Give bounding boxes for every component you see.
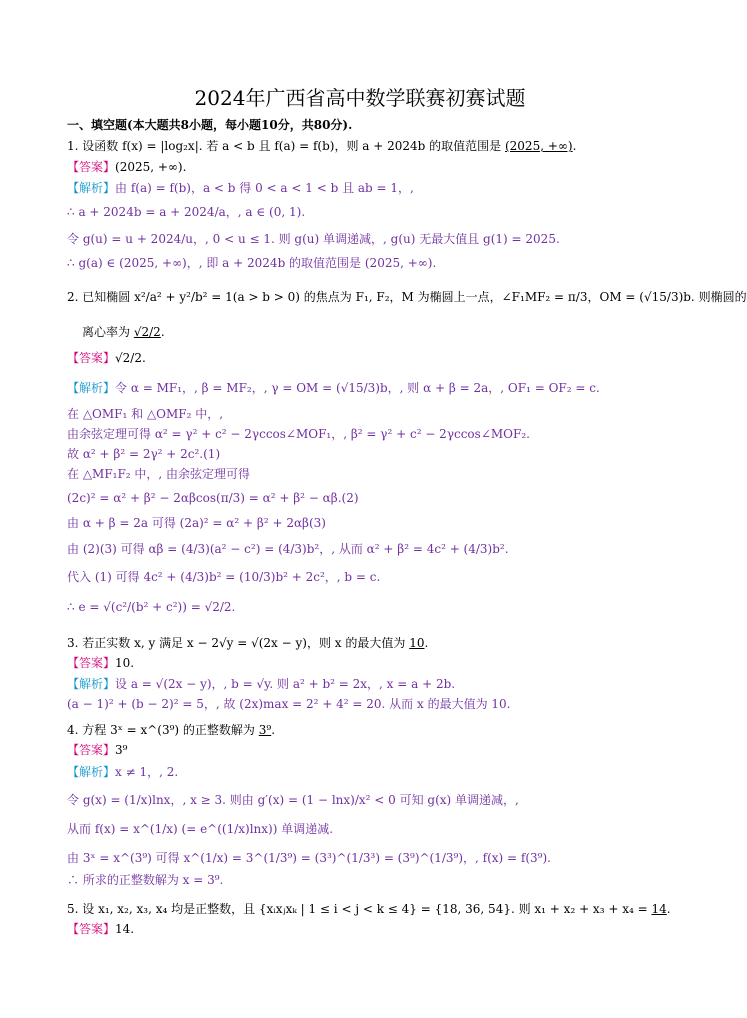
problem-4-answer — [67, 743, 657, 759]
answer-tag: 【答案】 — [67, 351, 116, 365]
problem-4-statement: 4. 方程 3ˣ = x^(3⁹) 的正整数解为 3⁹. — [67, 723, 276, 737]
problem-1-answer — [67, 160, 657, 176]
solution-line: ∴ 所求的正整数解为 x = 3⁹. — [67, 873, 224, 887]
problem-3-analysis — [67, 677, 657, 693]
answer-blank: 3⁹ — [258, 723, 272, 737]
answer-value: 10. — [115, 656, 135, 670]
problem-text: 1. 设函数 f(x) = |log₂x|. 若 a < b 且 f(a) = f(b)，则 a + 2024b 的取值范围是 — [67, 139, 502, 153]
answer-blank: 10 — [409, 636, 425, 650]
answer-value: (2025, +∞). — [115, 160, 187, 174]
problem-3-statement: 3. 若正实数 x, y 满足 x − 2√y = √(2x − y)，则 x 的最大值为 10. — [67, 636, 429, 650]
answer-value: 14. — [115, 922, 135, 936]
problem-text: 3. 若正实数 x, y 满足 x − 2√y = √(2x − y)，则 x 的最大值为 — [67, 636, 406, 650]
problem-1-analysis — [67, 181, 657, 197]
answer-tag: 【答案】 — [67, 743, 116, 757]
section-heading: 一、填空题(本大题共8小题，每小题10分，共80分). — [67, 118, 353, 132]
solution-line: 令 g(u) = u + 2024/u，, 0 < u ≤ 1. 则 g(u) 单调递减，, g(u) 无最大值且 g(1) = 2025. — [67, 232, 560, 246]
solution-line: ∴ g(a) ∈ (2025, +∞)，, 即 a + 2024b 的取值范围是 (2025, +∞). — [67, 256, 437, 270]
problem-2-answer — [67, 351, 657, 367]
analysis-tag: 【解析】 — [67, 765, 116, 779]
problem-3-answer — [67, 656, 657, 672]
analysis-text: 由 f(a) = f(b)，a < b 得 0 < a < 1 < b 且 ab = 1，, — [115, 181, 414, 195]
solution-line: 在 △MF₁F₂ 中，, 由余弦定理可得 — [67, 467, 251, 481]
solution-line: (2c)² = α² + β² − 2αβcos(π/3) = α² + β² − αβ.(2) — [67, 491, 359, 505]
problem-text: 离心率为 — [82, 325, 131, 339]
answer-blank: √2/2 — [133, 325, 161, 339]
solution-line: 代入 (1) 可得 4c² + (4/3)b² = (10/3)b² + 2c²，, b = c. — [67, 570, 381, 584]
solution-line: 由 (2)(3) 可得 αβ = (4/3)(a² − c²) = (4/3)b²，, 从而 α² + β² = 4c² + (4/3)b². — [67, 542, 509, 556]
analysis-text: 设 a = √(2x − y)，, b = √y. 则 a² + b² = 2x，, x = a + 2b. — [115, 677, 456, 691]
problem-5-answer — [67, 922, 657, 938]
solution-line: (a − 1)² + (b − 2)² = 5，, 故 (2x)max = 2² + 4² = 20. 从而 x 的最大值为 10. — [67, 697, 511, 711]
solution-line: ∴ a + 2024b = a + 2024/a，, a ∈ (0, 1). — [67, 205, 306, 219]
problem-text: 4. 方程 3ˣ = x^(3⁹) 的正整数解为 — [67, 723, 255, 737]
problem-2-statement-cont: 离心率为 √2/2. — [82, 325, 165, 339]
analysis-text: x ≠ 1，, 2. — [115, 765, 179, 779]
solution-line: ∴ e = √(c²/(b² + c²)) = √2/2. — [67, 600, 236, 614]
problem-4-analysis — [67, 765, 657, 781]
analysis-tag: 【解析】 — [67, 181, 116, 195]
answer-tag: 【答案】 — [67, 656, 116, 670]
problem-1-statement: 1. 设函数 f(x) = |log₂x|. 若 a < b 且 f(a) = f(b)，则 a + 2024b 的取值范围是 (2025, +∞). — [67, 139, 577, 153]
answer-tag: 【答案】 — [67, 160, 116, 174]
problem-2-analysis — [67, 381, 657, 397]
solution-line: 由 α + β = 2a 可得 (2a)² = α² + β² + 2αβ(3) — [67, 516, 326, 530]
answer-value: 3⁹ — [115, 743, 128, 757]
solution-line: 由 3ˣ = x^(3⁹) 可得 x^(1/x) = 3^(1/3⁹) = (3³)^(1/3³) = (3⁹)^(1/3⁹)，, f(x) = f(3⁹). — [67, 851, 551, 865]
answer-value: √2/2. — [115, 351, 146, 365]
solution-line: 由余弦定理可得 α² = γ² + c² − 2γccos∠MOF₁，, β² = γ² + c² − 2γccos∠MOF₂. — [67, 427, 530, 441]
problem-5-statement: 5. 设 x₁, x₂, x₃, x₄ 均是正整数，且 {xᵢxⱼxₖ | 1 ≤ i < j < k ≤ 4} = {18, 36, 54}. 则 x₁ + x₂ + x₃ + x₄ = 14. — [67, 902, 671, 916]
solution-line: 在 △OMF₁ 和 △OMF₂ 中，, — [67, 407, 224, 421]
solution-line: 令 g(x) = (1/x)lnx，, x ≥ 3. 则由 g′(x) = (1 − lnx)/x² < 0 可知 g(x) 单调递减，, — [67, 793, 519, 807]
analysis-text: 令 α = MF₁，, β = MF₂，, γ = OM = (√15/3)b，, 则 α + β = 2a，, OF₁ = OF₂ = c. — [115, 381, 600, 395]
answer-blank: 14 — [651, 902, 667, 916]
page-title: 2024年广西省高中数学联赛初赛试题 — [194, 86, 526, 110]
analysis-tag: 【解析】 — [67, 677, 116, 691]
solution-line: 从而 f(x) = x^(1/x) (= e^((1/x)lnx)) 单调递减. — [67, 822, 334, 836]
analysis-tag: 【解析】 — [67, 381, 116, 395]
solution-line: 故 α² + β² = 2γ² + 2c².(1) — [67, 447, 221, 461]
problem-text: 5. 设 x₁, x₂, x₃, x₄ 均是正整数，且 {xᵢxⱼxₖ | 1 ≤ i < j < k ≤ 4} = {18, 36, 54}. 则 x₁ + x₂ + x₃ + x₄ = — [67, 902, 648, 916]
problem-2-statement: 2. 已知椭圆 x²/a² + y²/b² = 1(a > b > 0) 的焦点为 F₁, F₂，M 为椭圆上一点，∠F₁MF₂ = π/3，OM = (√15/3)b. 则椭圆的 — [67, 290, 747, 304]
answer-tag: 【答案】 — [67, 922, 116, 936]
answer-blank: (2025, +∞) — [504, 139, 573, 153]
